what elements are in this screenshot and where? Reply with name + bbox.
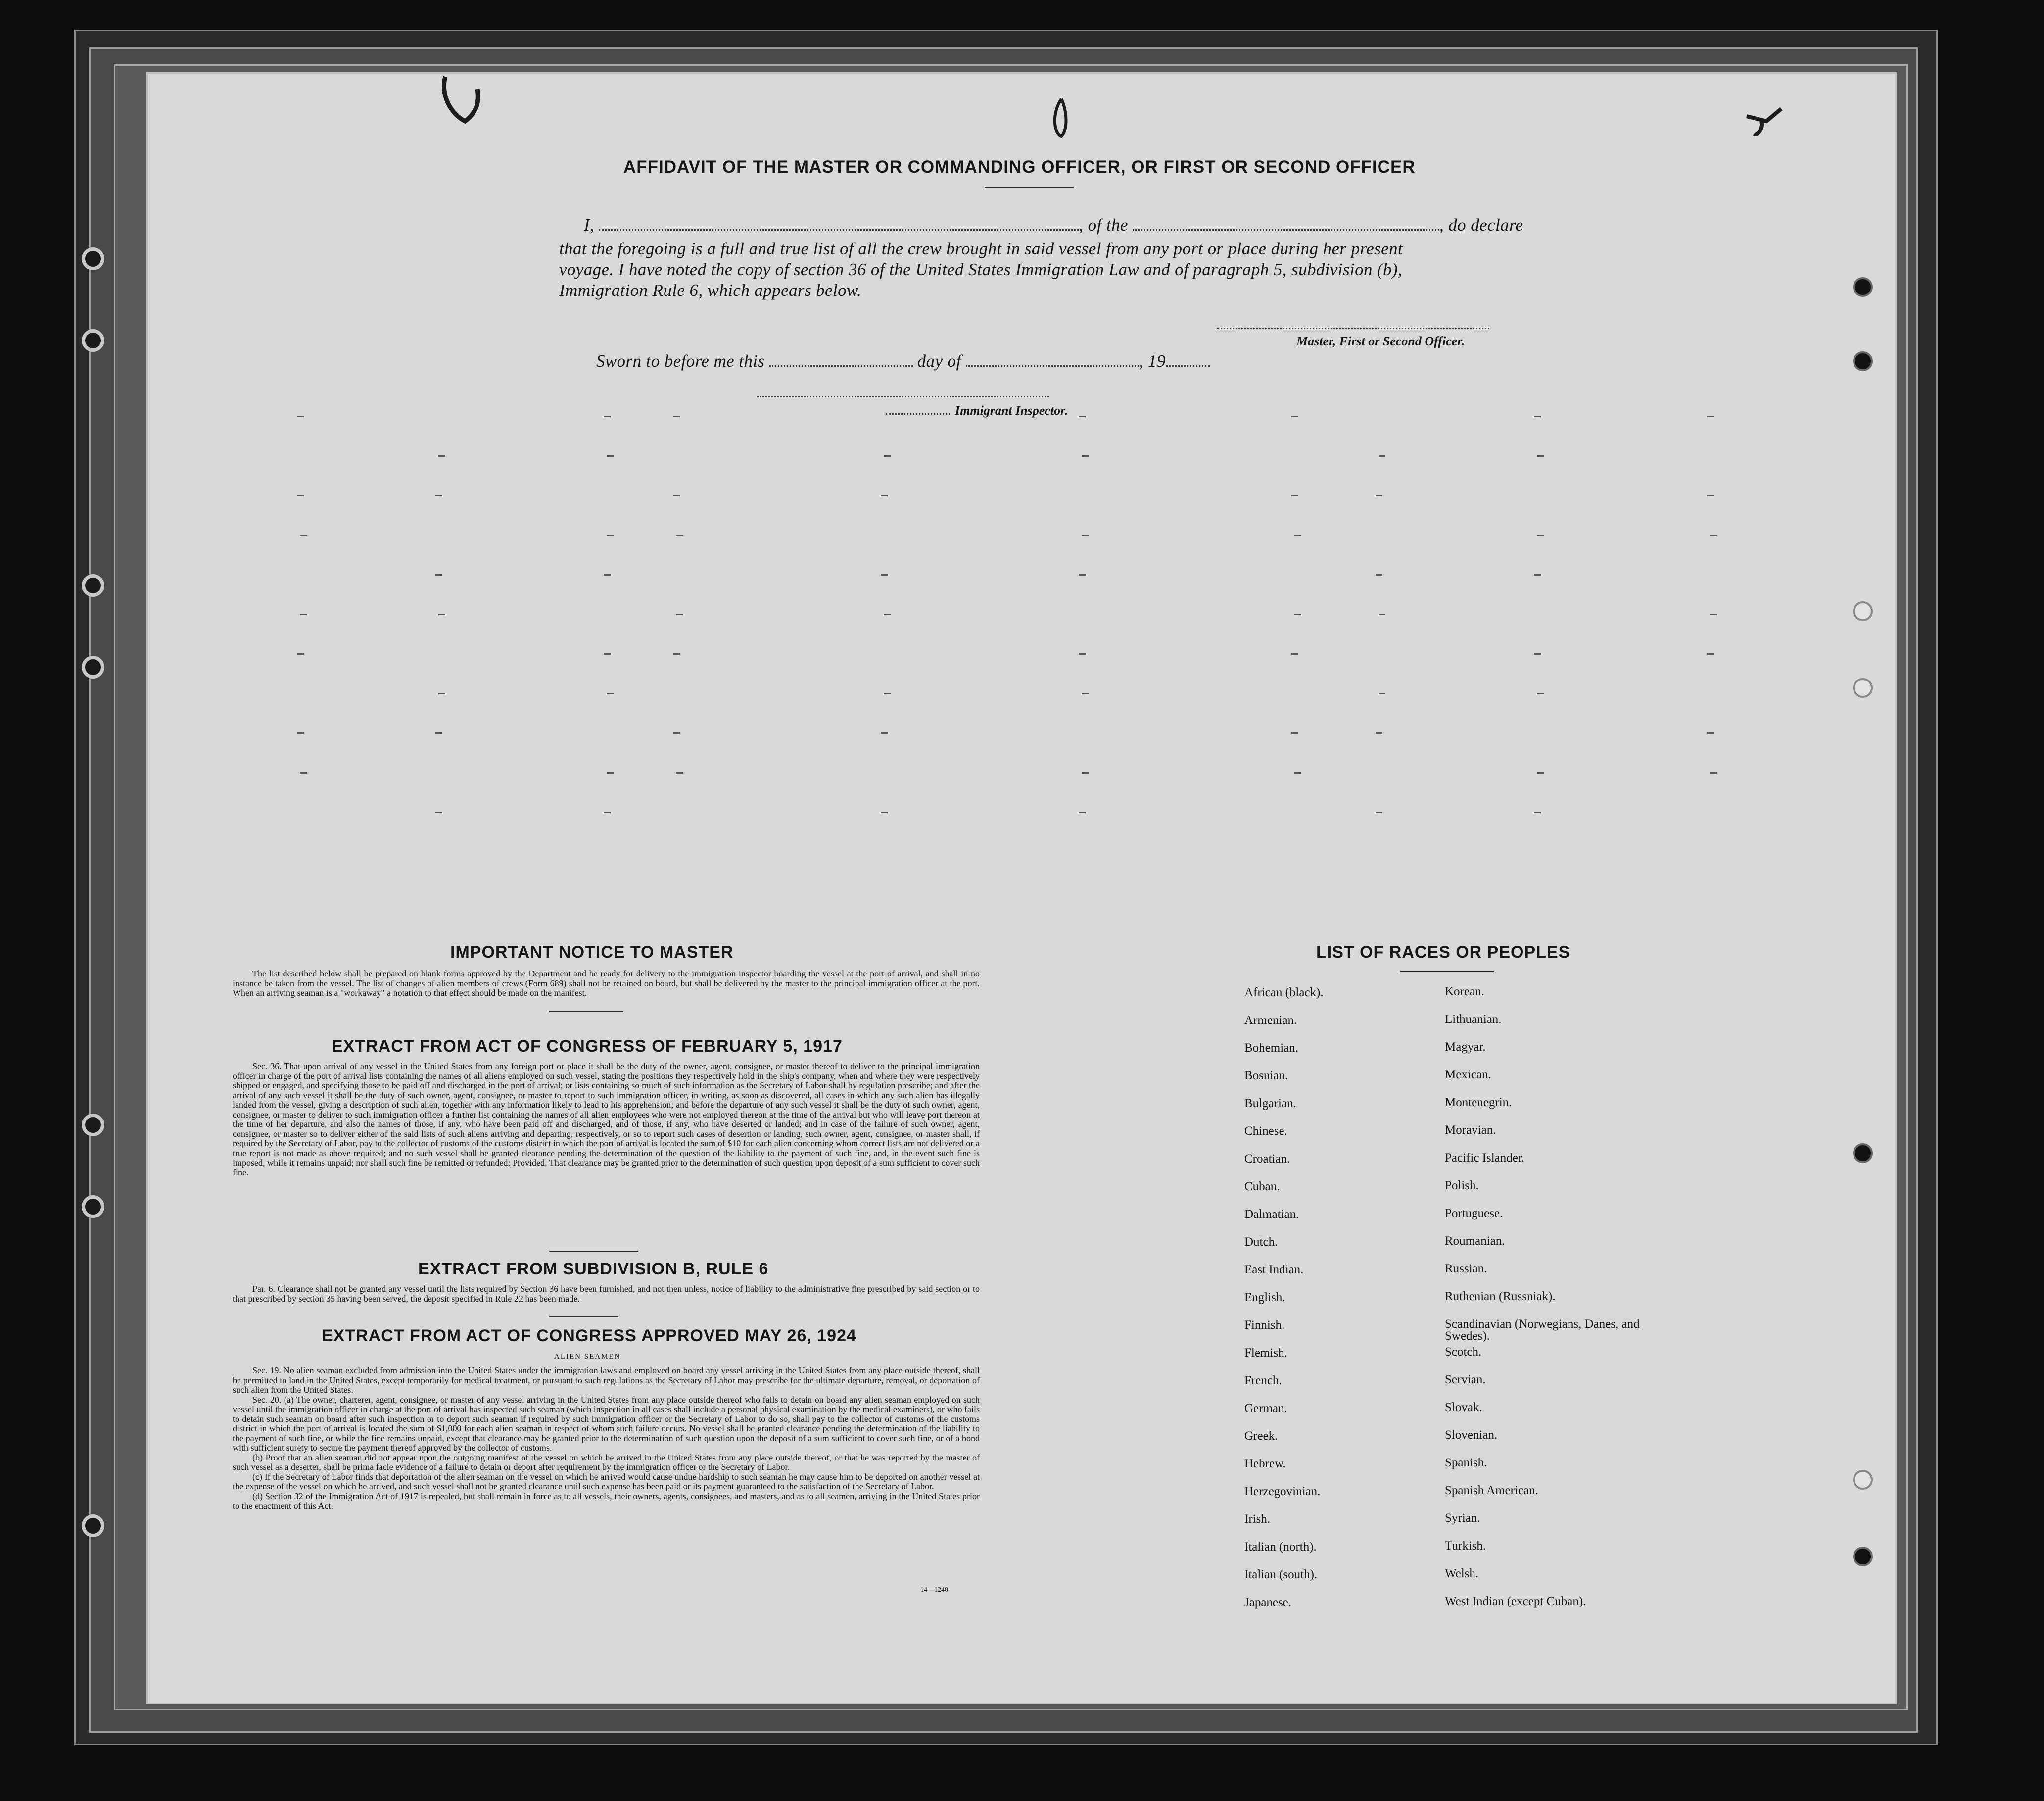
faint-mark-icon xyxy=(1710,614,1717,615)
faint-mark-icon xyxy=(1537,535,1544,536)
extract-rule6-body: Par. 6. Clearance shall not be granted any vessel until the lists required by Section 36 have been furnished, and not then unless, notice of liability to the administrative fine prescribed by said section or to that prescribed by section 35 having been served, the deposit specified in Rule 22 has been made. xyxy=(233,1284,980,1304)
race-item: Magyar. xyxy=(1445,1040,1486,1054)
year-label: , 19 xyxy=(1139,351,1166,371)
faint-mark-icon xyxy=(1534,812,1541,813)
faint-mark-icon xyxy=(1707,732,1714,734)
faint-mark-icon xyxy=(300,614,307,615)
extract-rule6-title: EXTRACT FROM SUBDIVISION B, RULE 6 xyxy=(418,1260,769,1278)
race-item: Chinese. xyxy=(1244,1124,1287,1138)
inspector-signature-label: Immigrant Inspector. xyxy=(955,403,1068,418)
faint-mark-icon xyxy=(1534,416,1541,417)
race-item: Portuguese. xyxy=(1445,1207,1503,1220)
faint-mark-icon xyxy=(673,732,680,734)
faint-mark-icon xyxy=(1294,535,1301,536)
punch-hole-icon xyxy=(1853,678,1873,698)
faint-mark-icon xyxy=(604,574,611,576)
race-item: West Indian (except Cuban). xyxy=(1445,1595,1586,1608)
faint-mark-icon xyxy=(1291,653,1298,655)
faint-mark-icon xyxy=(1291,416,1298,417)
faint-mark-icon xyxy=(881,574,888,576)
faint-mark-icon xyxy=(1710,772,1717,774)
faint-mark-icon xyxy=(881,812,888,813)
handwritten-mark-icon xyxy=(1046,94,1076,144)
race-item: Scotch. xyxy=(1445,1345,1482,1359)
faint-mark-icon xyxy=(300,535,307,536)
inspector-signature-blank xyxy=(886,413,950,415)
name-blank xyxy=(599,229,1079,231)
day-blank xyxy=(769,365,913,367)
binder-holes xyxy=(72,0,121,1801)
faint-mark-icon xyxy=(884,693,891,694)
race-item: Hebrew. xyxy=(1244,1457,1286,1470)
faint-mark-icon xyxy=(604,416,611,417)
race-item: Syrian. xyxy=(1445,1511,1480,1525)
punch-hole-icon xyxy=(1853,1143,1873,1163)
month-blank xyxy=(966,365,1139,367)
race-item: Armenian. xyxy=(1244,1014,1297,1027)
punch-hole-icon xyxy=(1853,1547,1873,1566)
faint-mark-icon xyxy=(1379,693,1385,694)
sec-20c-text: (c) If the Secretary of Labor finds that deportation of the alien seaman on the vessel on which he arrived would cause undue hardship to such seaman he may cause him to be deported on another vessel at the expense of the vessel on which he arrived, and such vessel shall not be granted clearance until such expense has been paid or its payment guaranteed to the satisfaction of the Secretary of Labor. xyxy=(233,1471,980,1491)
faint-mark-icon xyxy=(297,495,304,496)
faint-mark-icon xyxy=(1376,732,1382,734)
faint-mark-icon xyxy=(676,535,683,536)
faint-mark-icon xyxy=(297,653,304,655)
sworn-line xyxy=(596,351,1289,371)
of-the-label: , of the xyxy=(1079,215,1128,235)
faint-mark-icon xyxy=(297,732,304,734)
faint-mark-icon xyxy=(1707,495,1714,496)
race-item: Turkish. xyxy=(1445,1539,1486,1553)
faint-mark-icon xyxy=(881,495,888,496)
race-item: Moravian. xyxy=(1445,1123,1496,1137)
punch-hole-icon xyxy=(1853,351,1873,371)
binder-hole-icon xyxy=(82,1195,104,1218)
faint-mark-icon xyxy=(1082,455,1089,457)
race-item: Bulgarian. xyxy=(1244,1097,1296,1110)
form-number: 14—1240 xyxy=(920,1586,948,1594)
faint-mark-icon xyxy=(1082,693,1089,694)
vessel-blank xyxy=(1133,229,1439,231)
sec-20a-text: Sec. 20. (a) The owner, charterer, agent, consignee, or master of any vessel arriving in the United States from any place outside thereof who fails to detain on board any alien seaman employed on such vessel until the immigration officer in charge at the port of arrival has inspected such seaman (which inspection in all cases shall include a personal physical examination by the medical examiners), or who fails to detain such seaman on board after such inspection or to deport such seaman if required by such immigration officer or the Secretary of Labor to do so, shall pay to the collector of customs of the customs district in which the port of arrival is located the sum of $1,000 for each alien seaman in respect of whom such failure occurs. No vessel shall be granted clearance pending the determination of the liability to the payment of such fine, or while the fine remains unpaid, except that clearance may be granted prior to the determination of such question upon the deposit of a sum sufficient to cover such fine, or of a bond with sufficient surety to secure the payment thereof approved by the collector of customs. xyxy=(233,1394,980,1453)
faint-mark-icon xyxy=(1294,772,1301,774)
binder-hole-icon xyxy=(82,247,104,270)
faint-mark-icon xyxy=(1082,772,1089,774)
faint-mark-icon xyxy=(438,455,445,457)
faint-mark-icon xyxy=(884,455,891,457)
affidavit-title: AFFIDAVIT OF THE MASTER OR COMMANDING OFFICER, OR FIRST OR SECOND OFFICER xyxy=(623,157,1416,177)
notice-title: IMPORTANT NOTICE TO MASTER xyxy=(450,943,734,962)
binder-hole-icon xyxy=(82,1114,104,1136)
binder-hole-icon xyxy=(82,1514,104,1537)
alien-seamen-subhead: ALIEN SEAMEN xyxy=(554,1353,621,1361)
faint-mark-icon xyxy=(1079,653,1086,655)
day-of-label: day of xyxy=(917,351,961,371)
notice-body: The list described below shall be prepared on blank forms approved by the Department and be ready for delivery to the immigration inspector boarding the vessel at the port of arrival, and shall in no instance be taken from the vessel. The list of changes of alien members of crews (Form 689) shall not be retained on board, but shall be delivered by the master to the principal immigration officer at the port. When an arriving seaman is a "workaway" a notation to that effect should be made on the manifest. xyxy=(233,969,980,998)
race-item: English. xyxy=(1244,1291,1285,1304)
race-item: Finnish. xyxy=(1244,1318,1285,1332)
binder-hole-icon xyxy=(82,656,104,679)
punch-hole-icon xyxy=(1853,277,1873,297)
faint-mark-icon xyxy=(435,495,442,496)
race-item: Dalmatian. xyxy=(1244,1208,1299,1221)
race-item: Korean. xyxy=(1445,985,1484,998)
year-blank xyxy=(1166,365,1210,367)
faint-mark-icon xyxy=(435,574,442,576)
race-item: Cuban. xyxy=(1244,1180,1280,1193)
binder-hole-icon xyxy=(82,329,104,352)
race-item: Slovenian. xyxy=(1445,1428,1498,1442)
faint-mark-icon xyxy=(1534,653,1541,655)
faint-mark-icon xyxy=(1376,574,1382,576)
race-item: African (black). xyxy=(1244,986,1324,999)
race-item: Mexican. xyxy=(1445,1068,1491,1081)
race-item: Ruthenian (Russniak). xyxy=(1445,1290,1556,1303)
race-item: Flemish. xyxy=(1244,1346,1287,1360)
faint-mark-icon xyxy=(1294,614,1301,615)
faint-mark-icon xyxy=(435,732,442,734)
faint-mark-icon xyxy=(673,495,680,496)
faint-mark-icon xyxy=(1291,732,1298,734)
faint-mark-icon xyxy=(607,455,614,457)
race-item: Bosnian. xyxy=(1244,1069,1288,1082)
manifest-page xyxy=(148,74,1895,1703)
race-item: Dutch. xyxy=(1244,1235,1278,1249)
faint-mark-icon xyxy=(1710,535,1717,536)
faint-mark-icon xyxy=(1376,812,1382,813)
faint-mark-icon xyxy=(676,614,683,615)
race-item: Scandinavian (Norwegians, Danes, and Swedes). xyxy=(1445,1317,1640,1343)
extract-1917-title: EXTRACT FROM ACT OF CONGRESS OF FEBRUARY 5, 1917 xyxy=(332,1037,843,1056)
sec-20d-text: (d) Section 32 of the Immigration Act of 1917 is repealed, but shall remain in force as to all vessels, their owners, agents, consignees, and masters, and as to all seamen, arriving in the United States prior to the enactment of this Act. xyxy=(233,1491,980,1510)
faint-mark-icon xyxy=(1291,495,1298,496)
faint-mark-icon xyxy=(1379,614,1385,615)
faint-mark-icon xyxy=(607,693,614,694)
faint-mark-icon xyxy=(435,812,442,813)
faint-mark-icon xyxy=(1537,693,1544,694)
faint-mark-icon xyxy=(1082,535,1089,536)
sec-19-text: Sec. 19. No alien seaman excluded from admission into the United States under the immigration laws and employed on board any vessel arriving in the United States from any place outside thereof, shall be permitted to land in the United States, except temporarily for medical treatment, or pursuant to such regulations as the Secretary of Labor may prescribe for the ultimate departure, removal, or deportation of such alien from the United States. xyxy=(233,1365,980,1395)
binder-hole-icon xyxy=(82,574,104,597)
faint-mark-icon xyxy=(1079,416,1086,417)
master-signature-label: Master, First or Second Officer. xyxy=(1296,334,1465,348)
faint-mark-icon xyxy=(438,693,445,694)
faint-mark-icon xyxy=(607,535,614,536)
faint-mark-icon xyxy=(297,416,304,417)
race-item: German. xyxy=(1244,1402,1287,1415)
faint-mark-icon xyxy=(604,812,611,813)
faint-mark-icon xyxy=(1079,812,1086,813)
faint-mark-icon xyxy=(300,772,307,774)
faint-mark-icon xyxy=(607,772,614,774)
divider xyxy=(549,1251,638,1252)
punch-hole-icon xyxy=(1853,1470,1873,1490)
divider xyxy=(549,1316,618,1317)
affidavit-line-2: that the foregoing is a full and true list of all the crew brought in said vessel from any port or place during her present xyxy=(559,239,1403,258)
faint-mark-icon xyxy=(438,614,445,615)
race-item: Italian (north). xyxy=(1244,1540,1317,1554)
affidavit-line-3: voyage. I have noted the copy of section 36 of the United States Immigration Law and of paragraph 5, subdivision (b), xyxy=(559,260,1403,279)
title-underline xyxy=(985,187,1074,188)
race-item: French. xyxy=(1244,1374,1282,1387)
race-item: Croatian. xyxy=(1244,1152,1290,1166)
faint-mark-icon xyxy=(1379,455,1385,457)
race-item: Italian (south). xyxy=(1244,1568,1318,1581)
extract-1924-body xyxy=(233,1366,980,1511)
faint-mark-icon xyxy=(673,416,680,417)
faint-mark-icon xyxy=(881,732,888,734)
race-item: Irish. xyxy=(1244,1512,1271,1526)
extract-1924-title: EXTRACT FROM ACT OF CONGRESS APPROVED MAY 26, 1924 xyxy=(322,1326,856,1345)
race-item: Roumanian. xyxy=(1445,1234,1505,1248)
race-item: Welsh. xyxy=(1445,1567,1479,1580)
race-item: Spanish. xyxy=(1445,1456,1487,1469)
race-item: Spanish American. xyxy=(1445,1484,1538,1497)
sworn-label: Sworn to before me this xyxy=(596,351,765,371)
sec-20b-text: (b) Proof that an alien seaman did not appear upon the outgoing manifest of the vessel on which he arrived in the United States from any place outside thereof, or that he was reported by the master of such vessel as a deserter, shall be prima facie evidence of a failure to detain or deport after requirement by the immigration officer or the Secretary of Labor. xyxy=(233,1452,980,1472)
faint-mark-icon xyxy=(1376,495,1382,496)
handwritten-mark-icon xyxy=(435,74,495,134)
punch-hole-icon xyxy=(1853,601,1873,621)
race-item: Servian. xyxy=(1445,1373,1486,1386)
faint-mark-icon xyxy=(1534,574,1541,576)
race-item: Slovak. xyxy=(1445,1401,1482,1414)
race-item: Montenegrin. xyxy=(1445,1096,1512,1109)
extract-1917-body: Sec. 36. That upon arrival of any vessel in the United States from any foreign port or place it shall be the duty of the owner, agent, consignee, or master thereof to deliver to the principal immigration officer in charge of the port of arrival lists containing the names of all aliens employed on such vessel, stating the positions they respectively hold in the ship's company, when and where they were respectively shipped or engaged, and specifying those to be paid off and discharged in the port of arrival; or lists containing so much of such information as the Secretary of Labor shall by regulation prescribe; and after the arrival of any such vessel it shall be the duty of such owner, agent, consignee, or master to report to such immigration officer, in writing, as soon as discovered, all cases in which any such alien has illegally landed from the vessel, giving a description of such alien, together with any information likely to lead to his apprehension; and before the departure of any such vessel it shall be the duty of such owner, agent, consignee, or master to deliver to such immigration officer a further list containing the names of all alien employees who were not employed thereon at the time of the arrival but who will leave port thereon at the time of her departure, and also the names of those, if any, who have been paid off and discharged, and of those, if any, who have deserted or landed; and in case of the failure of such owner, agent, consignee, or master so to deliver either of the said lists of such aliens arriving and departing, respectively, or so to report such cases of desertion or landing, such owner, agent, consignee, or master shall, if required by the Secretary of Labor, pay to the collector of customs of the customs district in which the port of arrival is located the sum of $10 for each alien concerning whom correct lists are not delivered or a true report is not made as above required; and no such vessel shall be granted clearance pending the determination of the question of the liability to the payment of such fine, and, in the event such fine is imposed, while it remains unpaid; nor shall such fine be remitted or refunded: Provided, That clearance may be granted prior to the determination of such question upon deposit of a sum sufficient to cover such fine. xyxy=(233,1061,980,1177)
race-item: Herzegovinian. xyxy=(1244,1485,1321,1498)
faint-mark-icon xyxy=(1707,653,1714,655)
races-underline xyxy=(1400,971,1494,972)
race-item: Lithuanian. xyxy=(1445,1013,1502,1026)
affidavit-line-4: Immigration Rule 6, which appears below. xyxy=(559,281,862,300)
faint-mark-icon xyxy=(884,614,891,615)
faint-mark-icon xyxy=(676,772,683,774)
handwritten-mark-icon xyxy=(1742,101,1791,141)
divider xyxy=(549,1011,623,1012)
faint-mark-icon xyxy=(1079,574,1086,576)
race-item: Japanese. xyxy=(1244,1596,1292,1609)
affidavit-line-1 xyxy=(559,215,1672,235)
races-title: LIST OF RACES OR PEOPLES xyxy=(1316,943,1570,962)
faint-mark-icon xyxy=(1537,772,1544,774)
race-item: East Indian. xyxy=(1244,1263,1304,1276)
race-item: Polish. xyxy=(1445,1179,1479,1192)
race-item: Greek. xyxy=(1244,1429,1278,1443)
faint-mark-icon xyxy=(673,653,680,655)
inspector-signature-blank xyxy=(757,396,1049,397)
race-item: Pacific Islander. xyxy=(1445,1151,1525,1165)
do-declare-label: , do declare xyxy=(1439,215,1523,235)
faint-mark-icon xyxy=(1537,455,1544,457)
faint-mark-icon xyxy=(1707,416,1714,417)
race-item: Bohemian. xyxy=(1244,1041,1299,1055)
race-item: Russian. xyxy=(1445,1262,1487,1275)
affidavit-i-label: I, xyxy=(584,215,595,235)
faint-mark-icon xyxy=(604,653,611,655)
master-signature-blank xyxy=(1217,328,1489,329)
